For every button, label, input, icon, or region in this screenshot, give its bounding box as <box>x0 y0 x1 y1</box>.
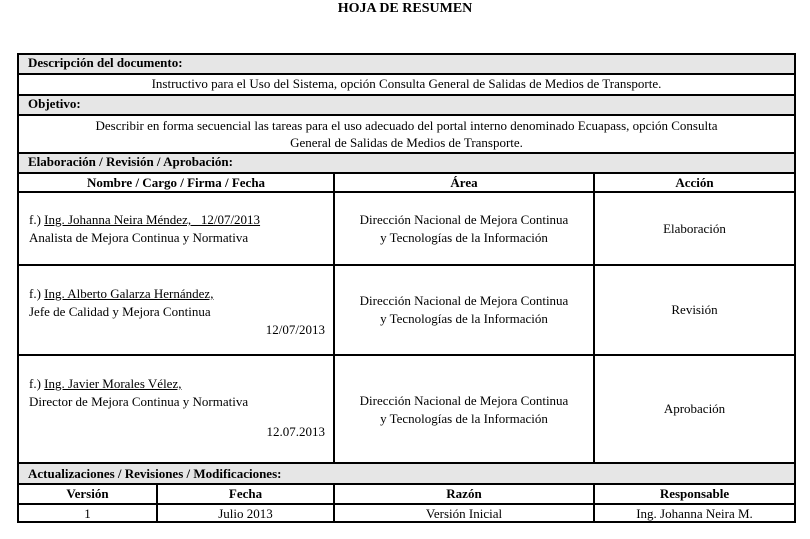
area-cell-1 <box>335 193 593 264</box>
header-fecha: Fecha <box>228 486 263 501</box>
signer-role: Jefe de Calidad y Mejora Continua <box>29 304 211 319</box>
header-version: Versión <box>66 486 109 501</box>
signature-prefix: f.) <box>29 376 41 391</box>
area-line-1: Dirección Nacional de Mejora Continua <box>359 212 569 227</box>
descripcion-text <box>19 75 794 93</box>
signer-role: Director de Mejora Continua y Normativa <box>29 394 249 409</box>
version-cell: 1 <box>84 506 91 521</box>
objetivo-line-1: Describir en forma secuencial las tareas para el uso adecuado del portal interno denominado Ecuapass, opción Consulta <box>95 118 718 133</box>
accion-cell-2: Revisión <box>671 302 718 317</box>
header-accion: Acción <box>675 175 714 190</box>
area-cell-3 <box>335 356 593 462</box>
area-line-1: Dirección Nacional de Mejora Continua <box>359 393 569 408</box>
signer-row-3 <box>19 356 333 462</box>
signer-name: Ing. Alberto Galarza Hernández, <box>44 286 214 301</box>
header-area: Área <box>450 175 478 190</box>
elaboracion-label-text: Elaboración / Revisión / Aprobación: <box>28 154 233 169</box>
signer-date: 12.07.2013 <box>266 424 325 439</box>
area-line-1: Dirección Nacional de Mejora Continua <box>359 293 569 308</box>
razon-cell: Versión Inicial <box>425 506 503 521</box>
signer-date: 12/07/2013 <box>265 322 325 337</box>
signer-row-1 <box>19 193 333 264</box>
area-line-2: y Tecnologías de la Información <box>380 230 548 245</box>
signer-name: Ing. Johanna Neira Méndez, 12/07/2013 <box>44 212 261 227</box>
page-title: HOJA DE RESUMEN <box>337 1 473 16</box>
accion-cell-1: Elaboración <box>663 221 726 236</box>
area-line-2: y Tecnologías de la Información <box>380 411 548 426</box>
area-cell-2 <box>335 266 593 354</box>
actualizaciones-label <box>19 464 794 483</box>
objetivo-line-2: General de Salidas de Medios de Transporte. <box>290 135 523 150</box>
descripcion-label <box>19 55 794 73</box>
accion-cell-3: Aprobación <box>663 401 726 416</box>
objetivo-label-text: Objetivo: <box>28 96 81 111</box>
descripcion-label-text: Descripción del documento: <box>28 55 183 70</box>
actualizaciones-label-text: Actualizaciones / Revisiones / Modificaciones: <box>28 466 282 481</box>
signer-role: Analista de Mejora Continua y Normativa <box>29 230 249 245</box>
area-line-2: y Tecnologías de la Información <box>380 311 548 326</box>
elaboracion-label <box>19 154 794 172</box>
objetivo-label <box>19 96 794 114</box>
fecha-cell: Julio 2013 <box>218 506 273 521</box>
objetivo-text <box>19 117 794 151</box>
signature-prefix: f.) <box>29 286 41 301</box>
header-responsable: Responsable <box>659 486 730 501</box>
signer-row-2 <box>19 266 333 354</box>
responsable-cell: Ing. Johanna Neira M. <box>636 506 753 521</box>
signer-name: Ing. Javier Morales Vélez, <box>44 376 182 391</box>
header-razon: Razón <box>446 486 482 501</box>
signature-prefix: f.) <box>29 212 41 227</box>
descripcion-value: Instructivo para el Uso del Sistema, opción Consulta General de Salidas de Medios de Transporte. <box>151 76 662 91</box>
header-nombre: Nombre / Cargo / Firma / Fecha <box>86 175 266 190</box>
